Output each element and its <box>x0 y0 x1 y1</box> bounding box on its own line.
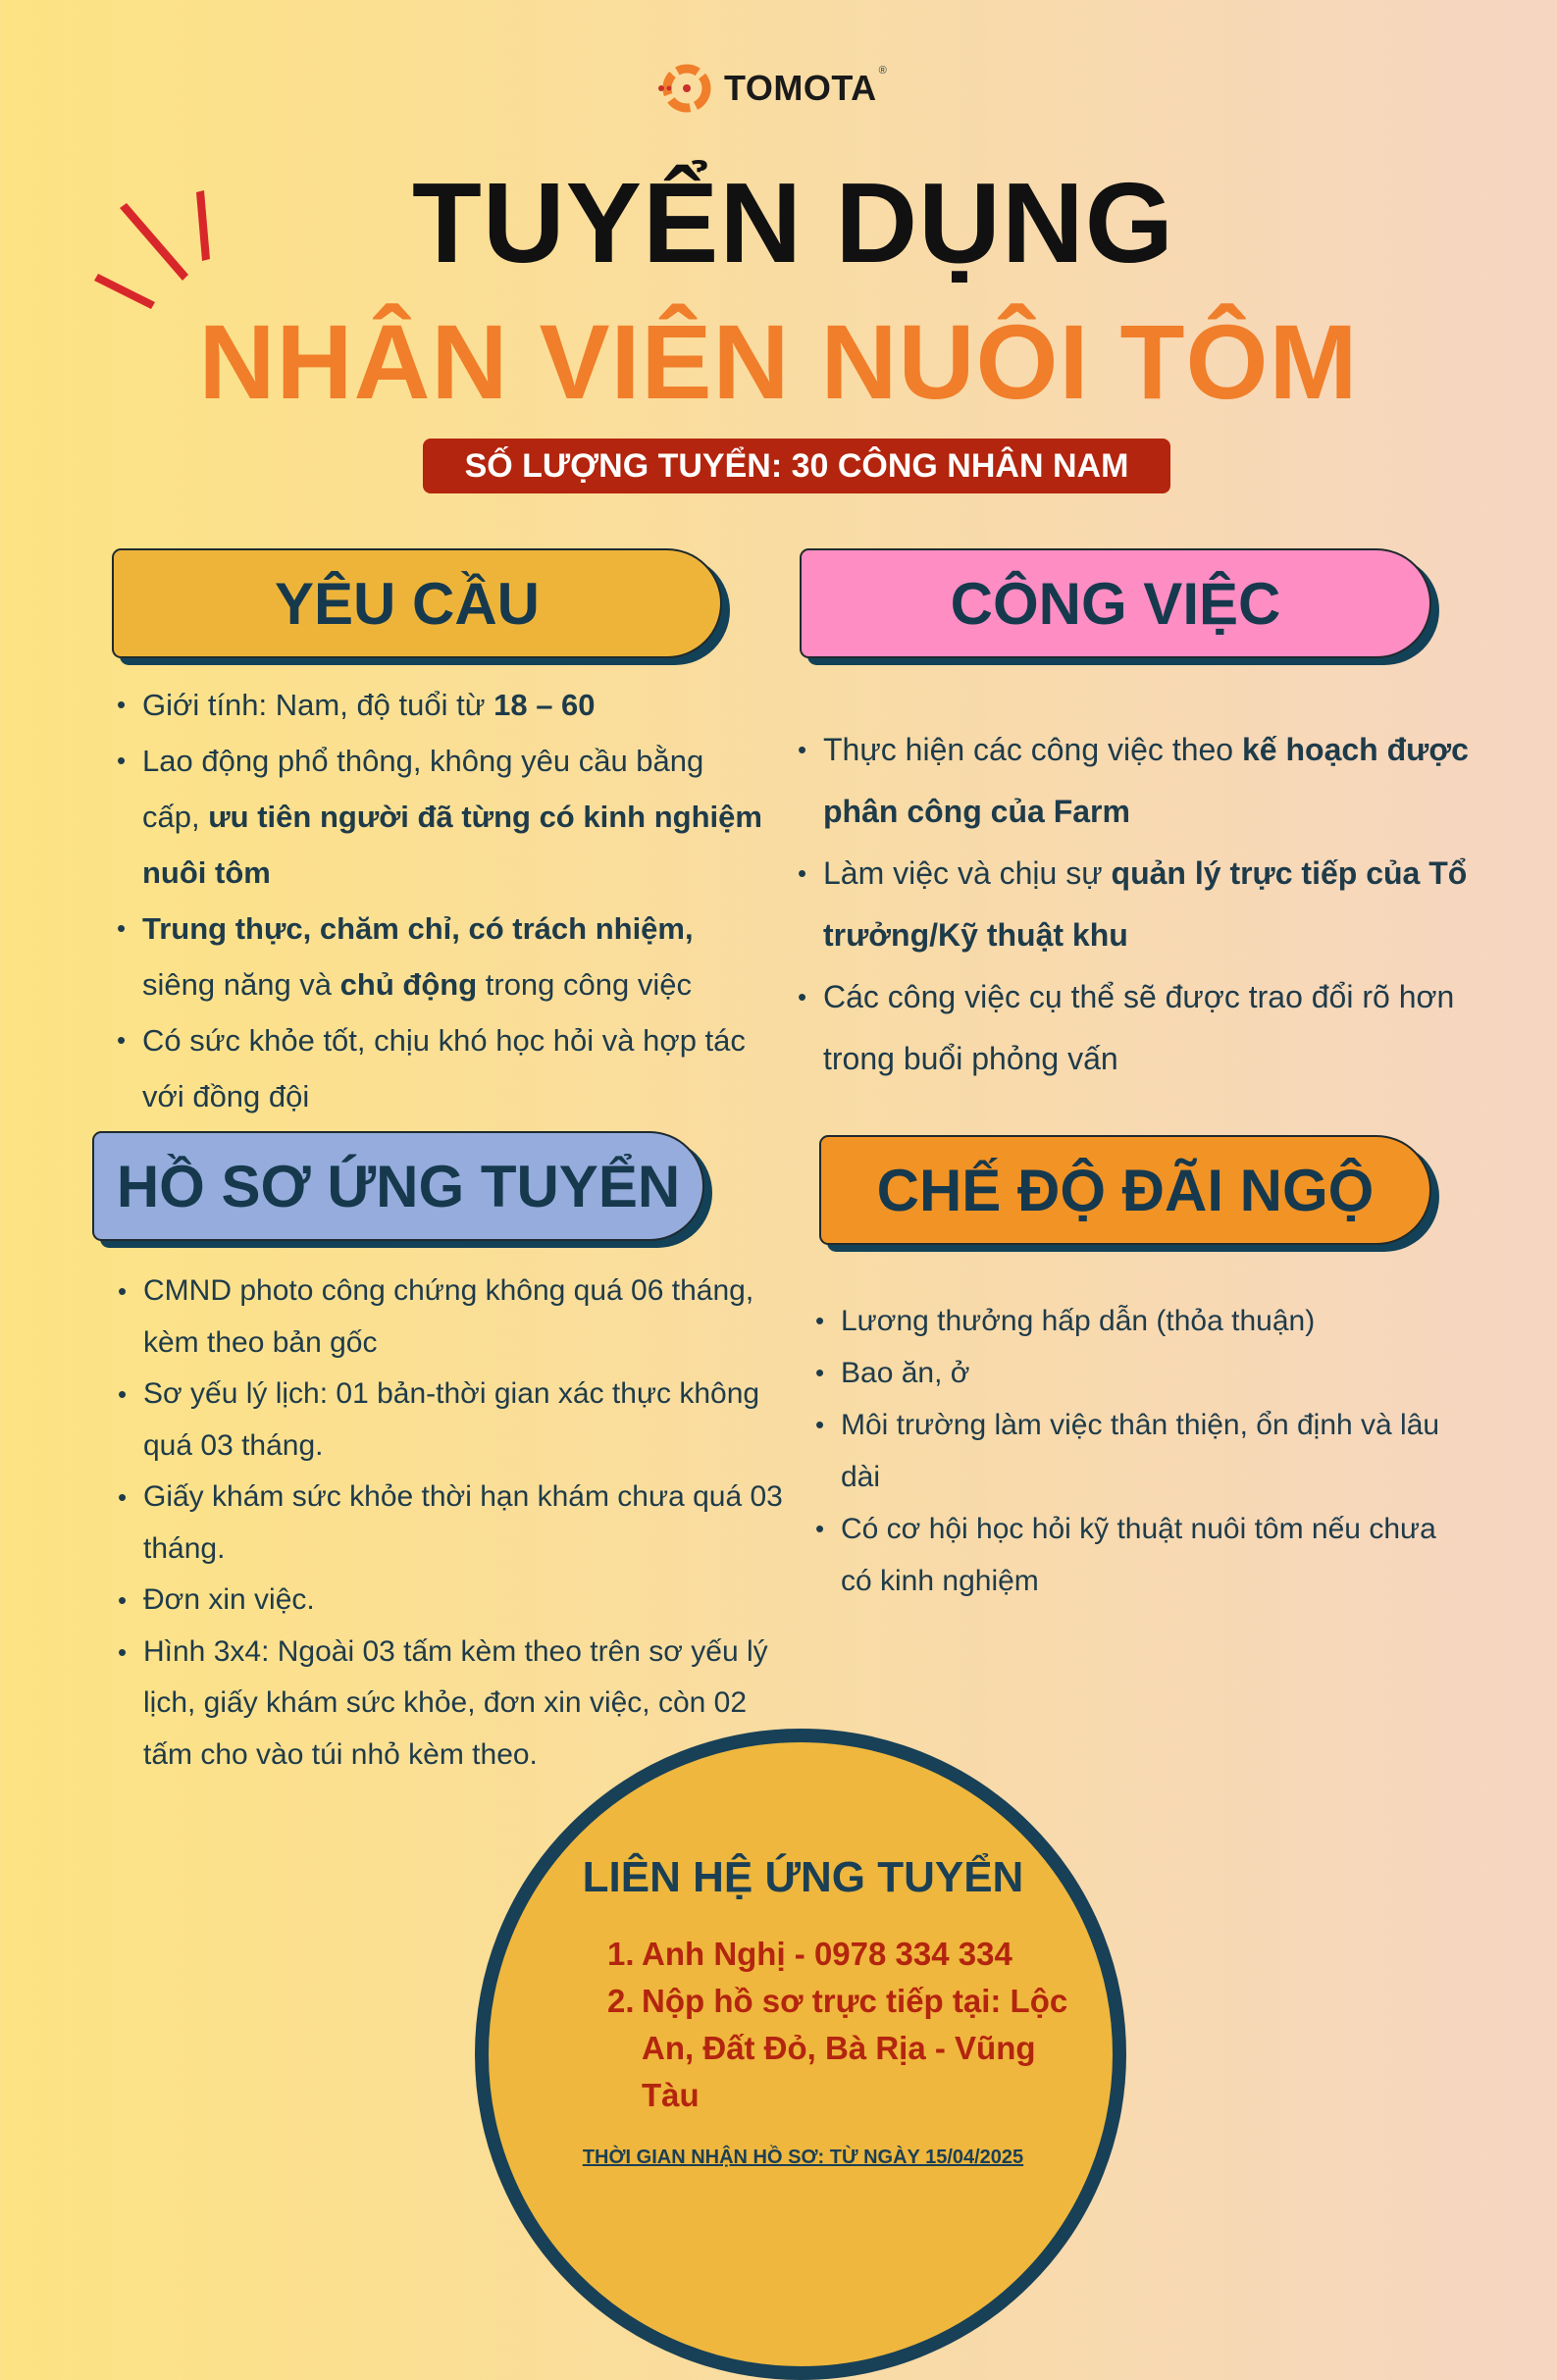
contact-phone: Anh Nghị - 0978 334 334 <box>642 1936 1012 1972</box>
contact-item-number: 1. <box>607 1936 635 1972</box>
list-item-text: Lao động phổ thông, không yêu cầu bằng cấp, <box>142 744 704 834</box>
list-item <box>813 1347 1451 1399</box>
list-item-emphasis: Trung thực, chăm chỉ, có trách nhiệm, <box>142 911 694 946</box>
list-item-text: Bao ăn, ở <box>841 1357 970 1389</box>
list-item-emphasis: kế hoạch được phân công của Farm <box>823 732 1469 829</box>
list-item-text: Có cơ hội học hỏi kỹ thuật nuôi tôm nếu chưa có kinh nghiệm <box>841 1513 1436 1597</box>
list-item-text: siêng năng và <box>142 967 340 1002</box>
application-date: THỜI GIAN NHẬN HỒ SƠ: TỪ NGÀY 15/04/2025 <box>582 2147 1024 2168</box>
tomota-logo-icon <box>655 59 714 118</box>
documents-list <box>116 1266 783 1781</box>
list-item-text: Thực hiện các công việc theo <box>823 732 1242 767</box>
list-item <box>116 1472 783 1575</box>
list-item-text: Hình 3x4: Ngoài 03 tấm kèm theo trên sơ yếu lý lịch, giấy khám sức khỏe, đơn xin việc, còn 02 tấm cho vào túi nhỏ kèm theo. <box>143 1634 768 1771</box>
list-item-text: Giấy khám sức khỏe thời hạn khám chưa quá 03 tháng. <box>143 1480 783 1565</box>
list-item <box>116 1369 783 1472</box>
list-item <box>813 1295 1451 1347</box>
page-subtitle: NHÂN VIÊN NUÔI TÔM <box>198 302 1359 421</box>
list-item <box>116 1266 783 1369</box>
list-item-text: Môi trường làm việc thân thiện, ổn định và lâu dài <box>841 1409 1440 1493</box>
brand-name: TOMOTA <box>724 68 877 108</box>
list-item-emphasis: ưu tiên người đã từng có kinh nghiệm nuôi tôm <box>142 800 762 890</box>
brand-logo <box>655 59 887 118</box>
list-item <box>813 1399 1451 1503</box>
list-item-emphasis: chủ động <box>339 967 478 1002</box>
work-list <box>796 719 1482 1090</box>
list-item <box>813 1503 1451 1607</box>
list-item-text: Sơ yếu lý lịch: 01 bản-thời gian xác thực không quá 03 tháng. <box>143 1377 760 1462</box>
list-item-text: Có sức khỏe tốt, chịu khó học hỏi và hợp tác với đồng đội <box>142 1023 746 1113</box>
brand-registered-mark: ® <box>878 65 887 77</box>
list-item <box>115 901 762 1012</box>
list-item <box>796 843 1482 966</box>
list-item <box>796 719 1482 843</box>
list-item-text: CMND photo công chứng không quá 06 tháng, kèm theo bản gốc <box>143 1274 754 1359</box>
list-item-text: Làm việc và chịu sự <box>823 855 1112 891</box>
list-item-emphasis: 18 – 60 <box>493 688 596 722</box>
contact-address: Nộp hồ sơ trực tiếp tại: Lộc An, Đất Đỏ, Bà Rịa - Vũng Tàu <box>642 1983 1068 2113</box>
list-item <box>115 733 762 901</box>
work-heading: CÔNG VIỆC <box>800 548 1431 658</box>
contact-title: LIÊN HỆ ỨNG TUYỂN <box>582 1853 1024 1901</box>
contact-item <box>607 1978 1078 2119</box>
list-item <box>796 966 1482 1090</box>
list-item-text: Đơn xin việc. <box>143 1583 315 1616</box>
list-item <box>115 677 762 733</box>
requirements-list <box>115 677 762 1124</box>
quantity-banner: SỐ LƯỢNG TUYỂN: 30 CÔNG NHÂN NAM <box>423 439 1170 493</box>
benefits-heading: CHẾ ĐỘ ĐÃI NGỘ <box>819 1135 1431 1245</box>
list-item-emphasis: quản lý trực tiếp của Tổ trưởng/Kỹ thuật khu <box>823 855 1468 953</box>
list-item-text: trong công việc <box>477 967 692 1002</box>
list-item-text: Lương thưởng hấp dẫn (thỏa thuận) <box>841 1305 1316 1337</box>
list-item-text: Các công việc cụ thể sẽ được trao đổi rõ hơn trong buổi phỏng vấn <box>823 979 1455 1076</box>
page-title: TUYỂN DỤNG <box>412 159 1174 286</box>
list-item <box>116 1575 783 1627</box>
documents-heading: HỒ SƠ ỨNG TUYỂN <box>92 1131 704 1241</box>
requirements-heading: YÊU CẦU <box>112 548 722 658</box>
contact-item-number: 2. <box>607 1983 635 2019</box>
contact-item <box>607 1931 1078 1978</box>
benefits-list <box>813 1295 1451 1607</box>
list-item-text: Giới tính: Nam, độ tuổi từ <box>142 688 494 722</box>
contact-list <box>607 1931 1078 2119</box>
list-item <box>115 1012 762 1124</box>
